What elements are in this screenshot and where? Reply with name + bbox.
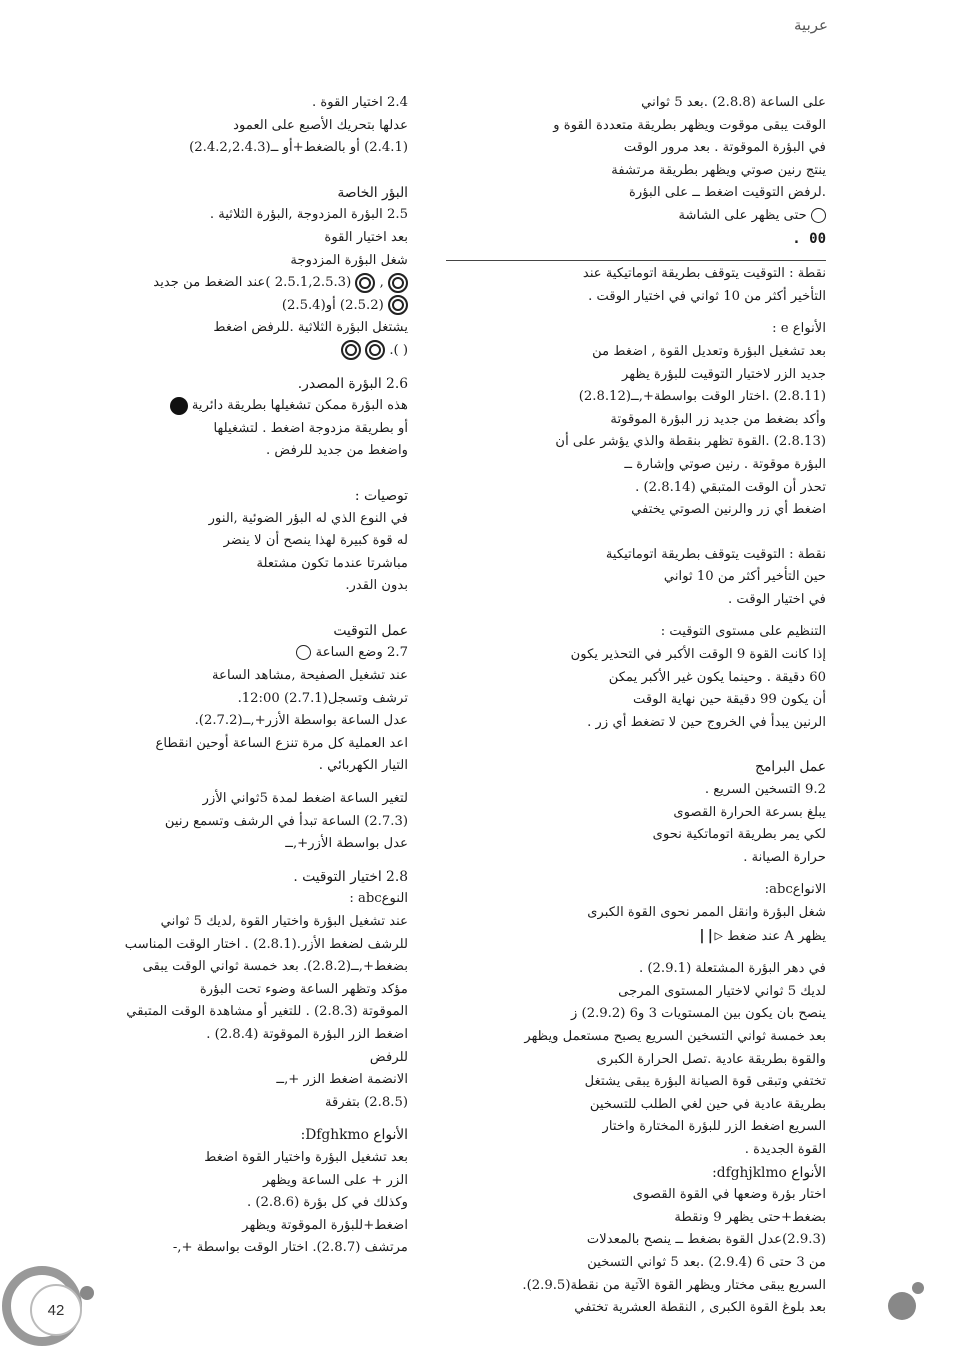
clock-icon — [296, 645, 311, 660]
section-heading: الأنواع dfghjklmo: — [712, 1164, 826, 1181]
text-line: جديد الزر لاختيار التوقيت للبؤرة يظهر — [622, 366, 826, 382]
text-line: الرنين يبدأ في الخروج حين لا تضغط أي زر . — [587, 714, 826, 730]
text-line: بطريقة عادية في حين لغي الطلب للتسخين — [589, 1096, 826, 1112]
text-line: لتغير الساعة اضغط لمدة 5ثواني الأزر — [202, 791, 408, 807]
text-line: اختار بؤرة وضعها في القوة القصوى — [632, 1187, 826, 1203]
text-line: يشتغل البؤرة الثلاثية .للرفض اضغط — [213, 320, 408, 336]
text-line: (2.9.3)عدل القوة بضغط ــ ينصح بالمعدلات — [586, 1232, 826, 1248]
text-line: النوعabc : — [349, 891, 408, 907]
dual-zone-icon — [388, 273, 408, 293]
text-line: حتى يظهر على الشاشة — [446, 205, 826, 228]
text-line: شغل البؤرة وانقل الممر نحوى القوة الكبرى — [587, 905, 826, 920]
section-heading: عمل البرامج — [755, 759, 826, 776]
text-line: 9.2 التسخين السريع . — [704, 782, 826, 798]
text-line: بضغط+حتى يظهر 9 ونقطة — [674, 1209, 826, 1225]
text-line: بدون القدر. — [345, 578, 408, 594]
text-line: يظهر A عند ضغط ▷|| — [697, 927, 826, 944]
text-line: في النوع الذي له البؤر الضوئية ,النور — [208, 510, 408, 526]
text-line: أو بطريقة مزدوجة اضغط . لتشغيلها — [213, 420, 408, 436]
note-line: حين التأخير أكثر من 10 ثواني — [663, 569, 826, 585]
text-line: شغل البؤرة المزدوجة — [290, 252, 408, 268]
round-zone-icon — [170, 397, 188, 415]
text-line: للرفض — [369, 1049, 408, 1065]
text-line: اضغط+للبؤرة الموقوتة ويظهر — [242, 1217, 408, 1233]
text-line: الموقوتة (2.8.3) . للتغير أو مشاهدة الوقت المتبقي — [126, 1004, 408, 1020]
text-line: في البؤرة الموقوتة . بعد مرور الوقت — [623, 140, 826, 156]
clock-icon — [811, 208, 826, 223]
text-line: له قوة كبيرة لهذا ينصح أن لا ينضر — [223, 533, 408, 549]
text-line: 2.7 وضع الساعة — [48, 642, 408, 665]
text-line: هذه البؤرة ممكن تشغيلها بطريقة دائرية — [48, 395, 408, 418]
text-line: عند تشغيل الصفيحة ,مشاهد الساعة — [212, 668, 408, 684]
text-line: لكي يمر بطريقة اتوماتكية نحوى — [652, 827, 826, 843]
page-number: 42 — [30, 1284, 82, 1336]
triple-zone-icon — [341, 340, 361, 360]
text-line: (2.5.2) أو(2.5.4) — [48, 295, 408, 318]
text-line: إذا كانت القوة 9 الوقت الأكبر في التحذير يكون — [570, 647, 826, 663]
text-line: , (2.5.1,2.5.3 )عند الضغط من جديد — [48, 272, 408, 295]
text-line: التنظيم على مستوى التوقيت : — [660, 624, 826, 640]
note-line: نقطة : التوقيت يتوقف بطريقة اتوماتيكية عند — [582, 266, 826, 282]
text-line: التيار الكهربائي . — [318, 758, 408, 774]
section-heading: 2.6 البؤرة المصدر. — [297, 375, 408, 392]
text-line: ( ). — [48, 340, 408, 363]
right-column — [446, 92, 826, 1320]
text-line: اعد العملية كل مرة تنزع الساعة أوحين انقطاع — [155, 735, 408, 751]
text-line: (2.8.5) بتفرقة — [324, 1094, 408, 1110]
text-line: (2.4.1) أو بالضغط+أو ــ(2.4.2,2.4.3) — [189, 140, 408, 156]
note-line: التأخير أكثر من 10 ثواني في اختيار الوقت . — [588, 288, 826, 304]
text-line: الوقت يبقى موقوت ويظهر بطريقة متعددة القوة و — [553, 117, 826, 133]
text-line: 60 دقيقة . وحينما يكون غير الأكبر يمكن — [608, 669, 826, 685]
text-line: عدل بواسطة الأزر+,ــ — [285, 836, 408, 852]
section-heading: البؤر الخاصة — [337, 184, 408, 201]
text-line: مباشرتا عندما تكون مشتعلة — [256, 555, 408, 571]
text-line: حرارة الصيانة . — [743, 849, 826, 865]
text-line: بعد خمسة ثواني التسخين السريع يصبح مستعمل ويظهر — [524, 1028, 826, 1044]
text-line: من 3 حتى 6 (2.9.4) .بعد 5 ثواني التسخين — [587, 1254, 826, 1270]
text-line: ترشف وتسجل(2.7.1) 12:00. — [237, 690, 408, 706]
text-line: في دهر البؤرة المشتعلة (2.9.1) . — [638, 961, 826, 977]
section-heading: عمل التوقيت — [333, 622, 408, 639]
text-line: والقوة بطريقة عادية .تصل الحرارة الكبرى — [596, 1051, 826, 1067]
section-divider — [446, 260, 826, 261]
decorative-dot — [888, 1292, 916, 1320]
text-line: عدل الساعة بواسطة الأزر+,ــ(2.7.2). — [194, 713, 408, 729]
text-line: .لرفض التوقيت اضغط ــ على البؤرة — [628, 185, 826, 201]
text-line: (2.8.11) .اختار الوقت بواسطة+,ــ(2.8.12) — [578, 389, 826, 405]
text-line: الأنواع e : — [772, 321, 826, 337]
decorative-dot — [80, 1286, 94, 1300]
text-line: عدلها بتحريك الأصبع على العمود — [233, 117, 408, 133]
text-line: مؤكد وتظهر الساعة وضوء تحت البؤرة — [199, 981, 408, 997]
text-line: أن يكون 99 دقيقة حين نهاية الوقت — [632, 692, 826, 708]
text-line: وكذلك في كل بؤرة (2.8.6) . — [246, 1195, 408, 1211]
text-line: بعد تشغيل البؤرة وتعديل القوة , اضغط من — [592, 343, 826, 359]
text-line: (2.7.3) الساعة تبدأ في الرشف وتسمع رنين — [164, 813, 408, 829]
text-line: اضغط أي زر والرنين الصوتي يختفي — [631, 502, 826, 518]
text-line: على الساعة (2.8.8) .بعد 5 ثواني — [641, 95, 826, 110]
text-line: البؤرة موقوتة . رنين صوتي وإشارة ــ — [624, 456, 826, 472]
dual-zone-icon — [355, 273, 375, 293]
section-heading: توصيات : — [354, 487, 408, 504]
text-line: تختفي وتبقى قوة الصيانة البؤرة يبقى يشتغل — [584, 1074, 826, 1090]
text-line: السريع اضغط الزر للبؤرة المختارة واختار — [602, 1119, 826, 1135]
section-heading: الأنواع Dfghkmo: — [300, 1127, 408, 1144]
text-line: الزر + على الساعة ويظهر — [263, 1172, 408, 1188]
text-line: بضغط+,ــ(2.8.2). بعد خمسة ثواني الوقت يبقى — [142, 959, 408, 975]
boost-icon: ▷|| — [697, 927, 723, 944]
text-line: عند تشغيل البؤرة واختيار القوة ,لديك 5 ثواني — [160, 914, 408, 929]
decorative-dot — [912, 1282, 924, 1294]
text-line: الانضمة اضغط الزر +,ــ — [276, 1072, 408, 1088]
triple-zone-icon — [388, 295, 408, 315]
text-line: ينتج رنين صوتي ويظهر بطريقة مرتشفة — [611, 162, 826, 178]
text-line: يبلغ بسرعة الحرارة القصوى — [673, 804, 826, 820]
text-line: وأكد بضغط من جديد زر البؤرة الموقوتة — [610, 411, 826, 427]
text-line: واضغط من جديد للرفض . — [266, 443, 408, 459]
text-line: الانواعabc: — [764, 882, 826, 898]
note-line: في اختيار الوقت . — [728, 591, 826, 607]
text-line: بعد اختيار القوة — [324, 229, 408, 245]
text-line: لديك 5 ثواني لاختيار المستوى المرجى — [618, 983, 826, 999]
text-line: بعد تشغيل البؤرة واختيار القوة اضغط — [204, 1149, 408, 1165]
note-line: نقطة : التوقيت يتوقف بطريقة اتوماتيكية — [605, 546, 826, 562]
text-line: السريع يبقى مختار ويظهر القوة الآتية من نقطة(2.9.5). — [522, 1277, 826, 1293]
left-column — [48, 92, 408, 1260]
text-line: القوة الجديدة . — [744, 1141, 826, 1157]
section-heading: 2.8 اختيار التوقيت . — [293, 868, 408, 885]
triple-zone-icon — [365, 340, 385, 360]
text-line: مرتشف (2.8.7). اختار الوقت بواسطة +,- — [172, 1240, 408, 1256]
text-line: للرشف لضغط الأزر.(2.8.1) . اختار الوقت المناسب — [124, 936, 408, 952]
text-line: ينصح بان يكون بين المستويات 3 و6 (2.9.2) ز — [570, 1006, 826, 1022]
text-line: بعد بلوغ القوة الكبرى , النقطة العشرية تختفي — [574, 1300, 826, 1316]
text-line: 2.5 البؤرة المزدوجة ,البؤرة الثلاثية . — [209, 207, 408, 223]
text-line: 2.4 اختيار القوة . — [312, 95, 408, 110]
text-line: (2.8.13) .القوة تظهر بنقطة والذي يؤشر على أن — [555, 434, 826, 450]
text-line: تحذر أن الوقت المتبقي (2.8.14) . — [635, 479, 826, 495]
display-symbol: 00 . — [792, 230, 826, 247]
text-line: اضغط الزر البؤرة الموقوتة (2.8.4) . — [206, 1026, 408, 1042]
language-label: عربية — [794, 16, 828, 34]
